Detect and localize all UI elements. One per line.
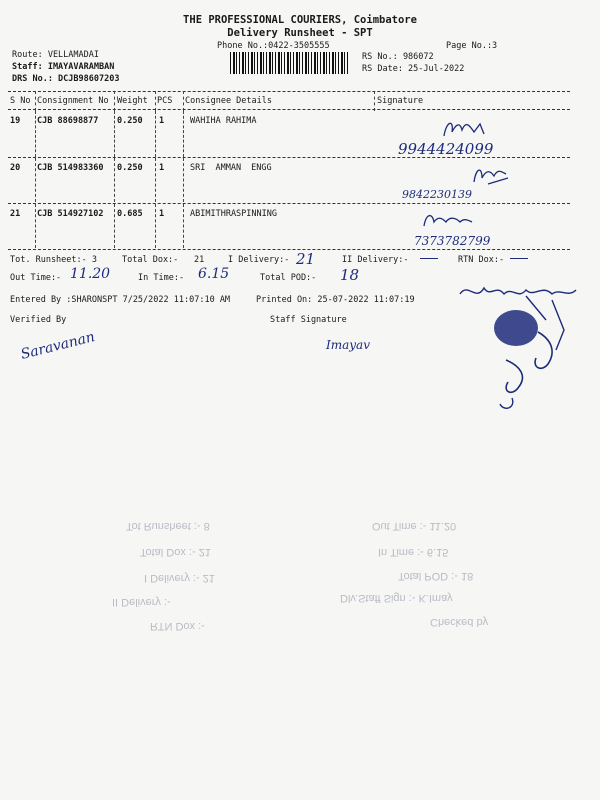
document-title: Delivery Runsheet - SPT [227, 27, 373, 39]
col-header-sno: S No [10, 96, 31, 106]
row-rule [8, 203, 570, 204]
in-time-value: 6.15 [198, 266, 230, 282]
row-consignee: ABIMITHRASPINNING [190, 209, 277, 219]
rtn-dox-label: RTN Dox:- [458, 255, 505, 265]
tot-runsheet: Tot. Runsheet:- 3 [10, 255, 97, 265]
row-weight: 0.250 [117, 116, 143, 126]
col-divider [114, 91, 115, 111]
row-sno: 20 [10, 163, 21, 173]
row-pcs: 1 [159, 116, 165, 126]
bleed-through-text: Dlv.Staff Sign :- K.Imay [340, 592, 453, 604]
verified-by-label: Verified By [10, 315, 67, 325]
col-divider [183, 204, 184, 248]
staff: Staff: IMAYAVARAMBAN [12, 62, 115, 72]
total-pod-value: 18 [340, 266, 360, 284]
col-divider [183, 158, 184, 202]
out-time-label: Out Time:- [10, 273, 62, 283]
col-header-signature: Signature [377, 96, 424, 106]
bleed-through-text: Out Time :- 11.20 [372, 520, 457, 532]
col-divider [183, 91, 184, 111]
col-divider [155, 158, 156, 202]
col-divider [155, 111, 156, 157]
row-pcs: 1 [159, 209, 165, 219]
row-rule [8, 157, 570, 158]
out-time-value: 11.20 [70, 266, 111, 282]
table-header-rule [8, 109, 570, 110]
recipient-phone: 9842230139 [402, 188, 472, 201]
in-time-label: In Time:- [138, 273, 185, 283]
table-bottom-rule [8, 249, 570, 250]
col-divider [155, 91, 156, 111]
barcode [230, 52, 348, 74]
bleed-through-text: II Delivery :- [112, 596, 171, 608]
entered-by: Entered By :SHARONSPT 7/25/2022 11:07:10 AM [10, 295, 231, 305]
bleed-through-text: Checked by [430, 616, 489, 628]
row-consignment: CJB 514927102 [37, 209, 104, 219]
recipient-signature [468, 162, 518, 192]
bleed-through-text: Total Dox :- 21 [140, 546, 211, 558]
col-divider [35, 111, 36, 157]
staff-signature-label: Staff Signature [270, 315, 347, 325]
col-header-weight: Weight [117, 96, 148, 106]
col-divider [35, 204, 36, 248]
col-divider [155, 204, 156, 248]
recipient-phone: 9944424099 [398, 140, 494, 158]
col-divider [183, 111, 184, 157]
route: Route: VELLAMADAI [12, 50, 99, 60]
bleed-through-text: In Time :- 6.15 [378, 546, 449, 558]
rs-date: RS Date: 25-Jul-2022 [362, 64, 465, 74]
verified-by-signature: Saravanan [19, 329, 97, 363]
total-dox-value: 21 [194, 255, 205, 265]
row-weight: 0.250 [117, 163, 143, 173]
phone-number: Phone No.:0422-3505555 [217, 41, 330, 51]
company-title: THE PROFESSIONAL COURIERS, Coimbatore [183, 14, 417, 26]
row-sno: 19 [10, 116, 21, 126]
page-number: Page No.:3 [446, 41, 498, 51]
total-dox-label: Total Dox:- [122, 255, 179, 265]
table-top-rule [8, 91, 570, 92]
bleed-through-text: Total POD :- 18 [398, 570, 474, 582]
col-header-pcs: PCS [157, 96, 173, 106]
col-divider [35, 158, 36, 202]
row-consignment: CJB 514983360 [37, 163, 104, 173]
col-divider [374, 91, 375, 111]
row-consignee: SRI AMMAN ENGG [190, 163, 272, 173]
rs-number: RS No.: 986072 [362, 52, 434, 62]
row-weight: 0.685 [117, 209, 143, 219]
col-divider [114, 111, 115, 157]
i-delivery-label: I Delivery:- [228, 255, 290, 265]
bleed-through-text: Tot Runsheet :- 8 [126, 520, 210, 532]
col-header-consignment: Consignment No [37, 96, 109, 106]
bleed-through-text: I Delivery :- 21 [144, 572, 215, 584]
ii-delivery-label: II Delivery:- [342, 255, 409, 265]
recipient-phone: 7373782799 [414, 234, 491, 248]
printed-on: Printed On: 25-07-2022 11:07:19 [256, 295, 415, 305]
row-sno: 21 [10, 209, 21, 219]
i-delivery-value: 21 [296, 250, 316, 268]
row-pcs: 1 [159, 163, 165, 173]
col-header-consignee: Consignee Details [185, 96, 272, 106]
bleed-through-text: RTN Dox :- [150, 620, 205, 632]
ii-delivery-dash [420, 258, 438, 259]
col-divider [35, 91, 36, 111]
total-pod-label: Total POD:- [260, 273, 317, 283]
col-divider [114, 158, 115, 202]
row-consignment: CJB 88698877 [37, 116, 99, 126]
staff-signature: Imayav [326, 338, 370, 352]
drs-number: DRS No.: DCJB98607203 [12, 74, 120, 84]
rtn-dox-dash [510, 258, 528, 259]
col-divider [114, 204, 115, 248]
delivery-stamp-scribble [456, 280, 580, 419]
row-consignee: WAHIHA RAHIMA [190, 116, 257, 126]
